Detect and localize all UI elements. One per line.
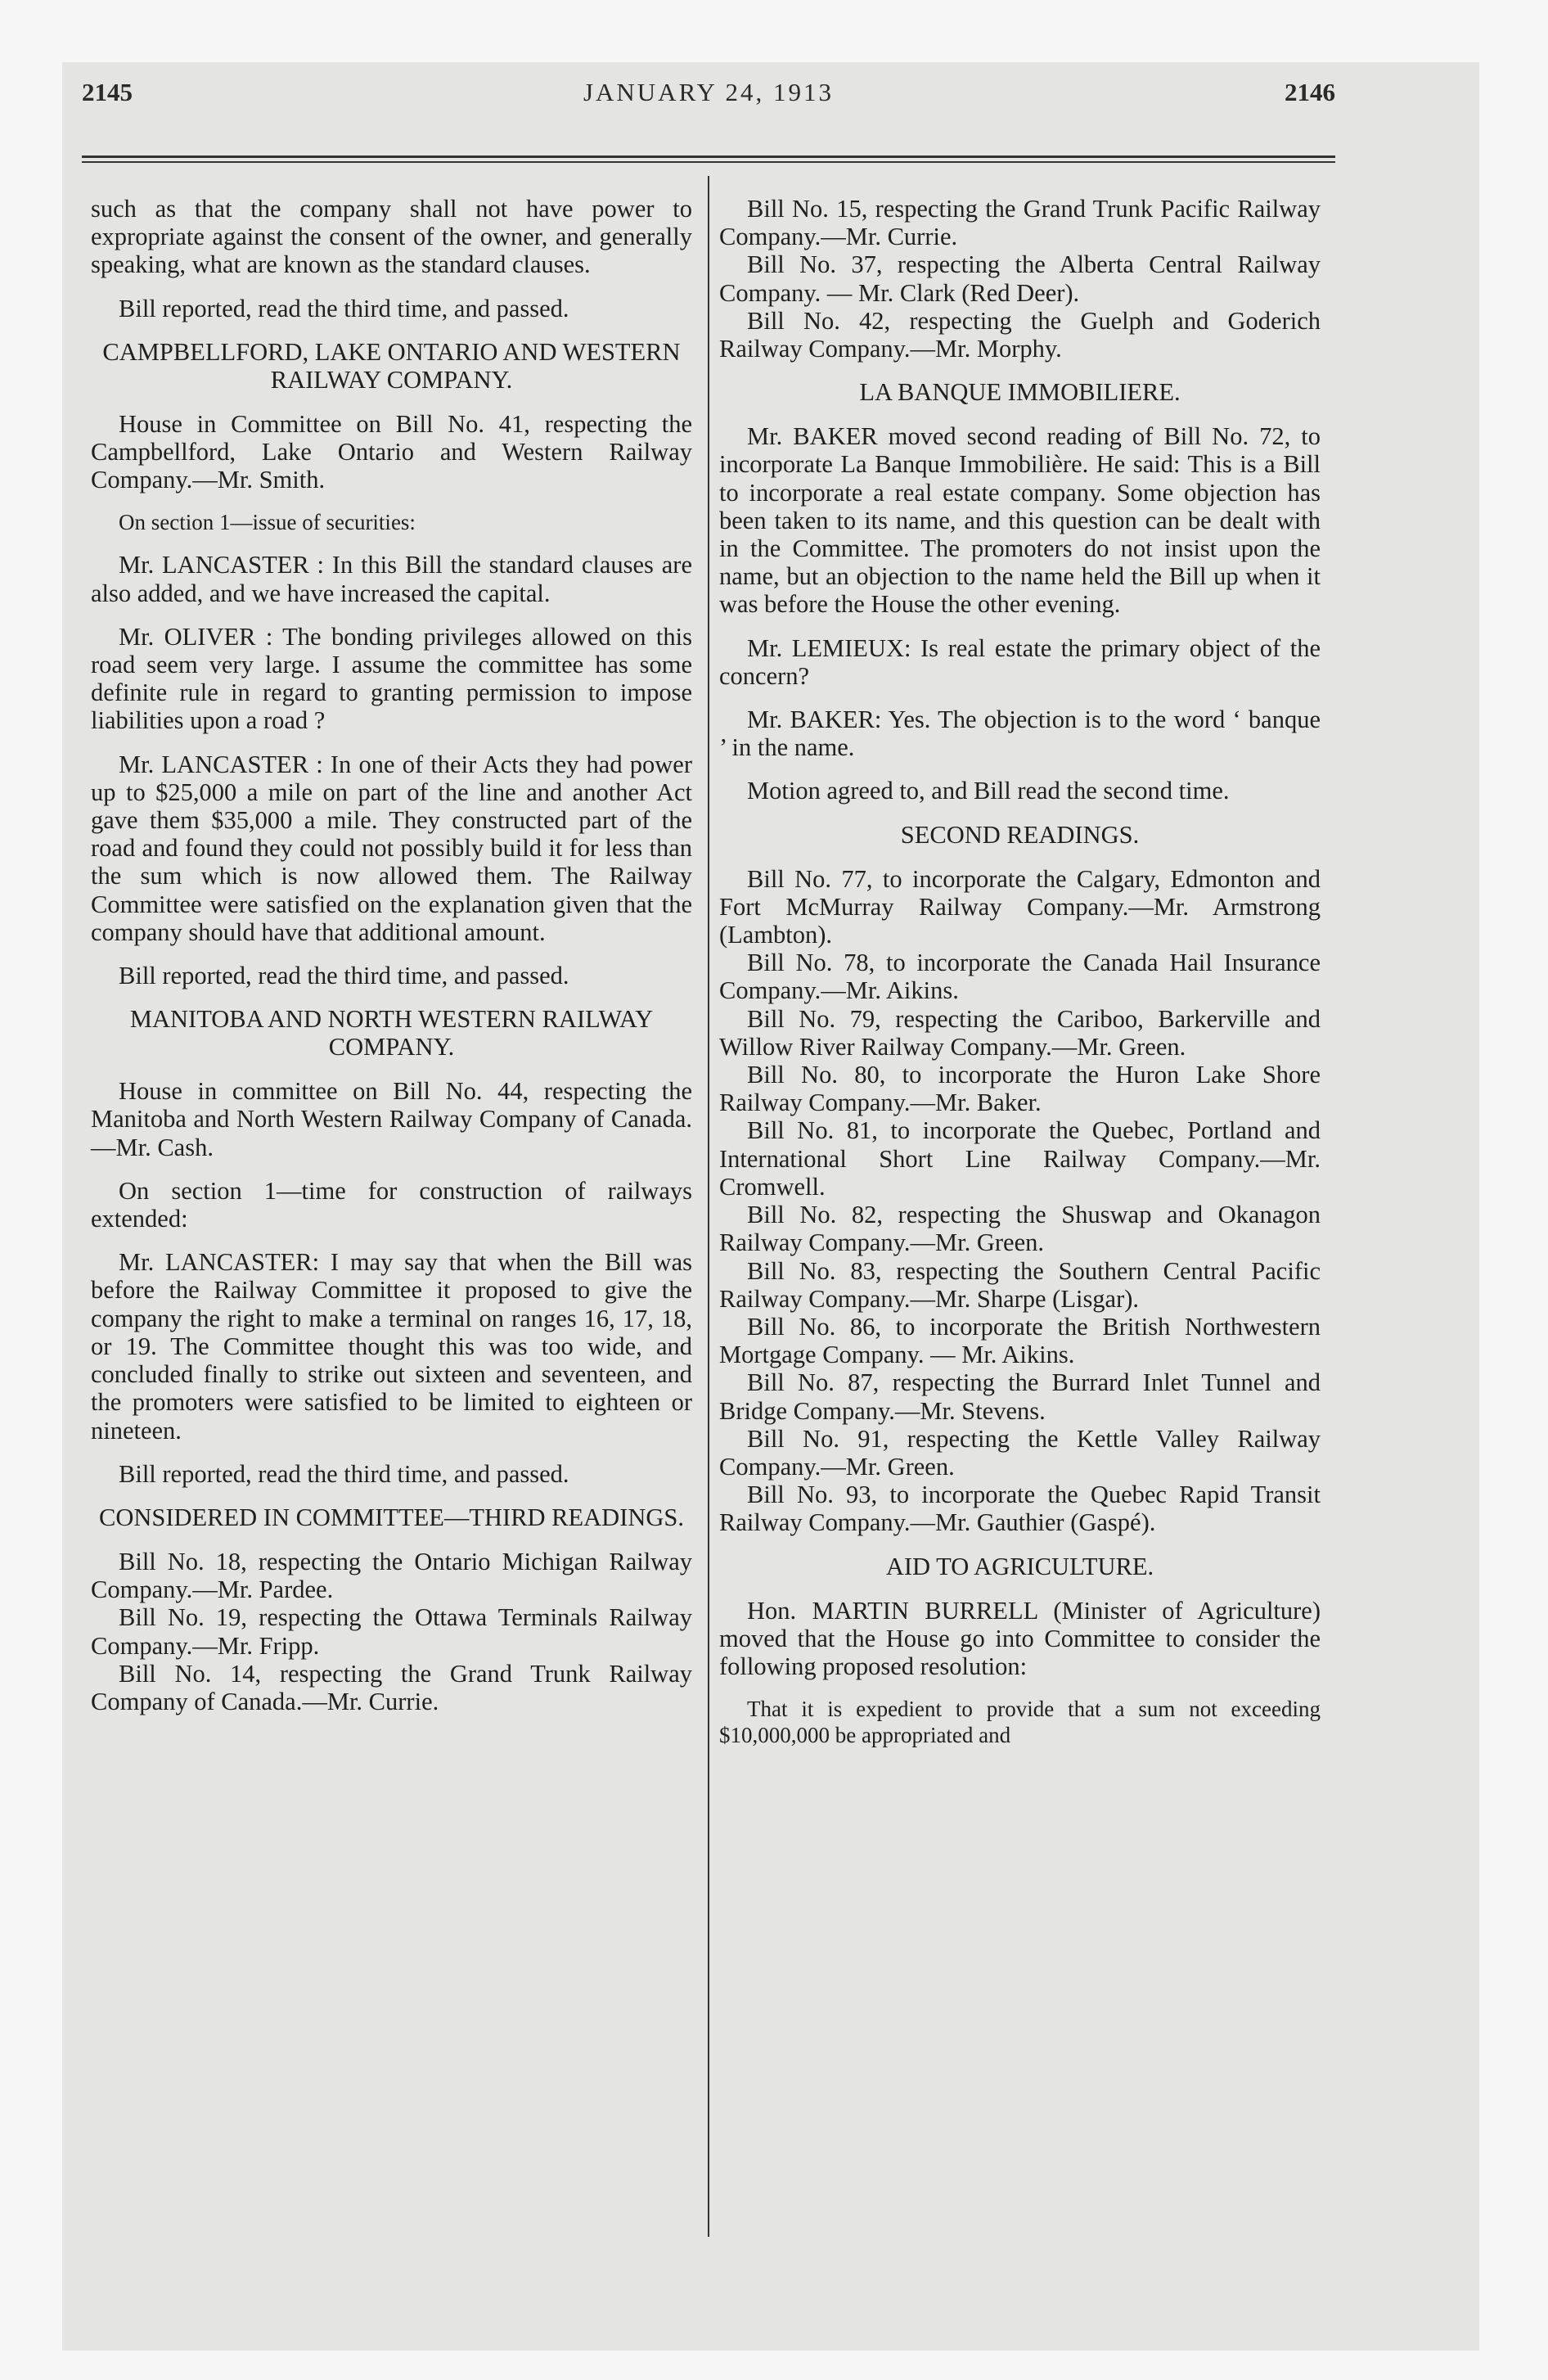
paragraph: Bill reported, read the third time, and passed. xyxy=(119,1459,569,1488)
paragraph: Bill No. 15, respecting the Grand Trunk Pacific Railway Company.—Mr. Currie. xyxy=(719,195,1321,251)
paragraph: Bill No. 82, respecting the Shuswap and Okanagon Railway Company.—Mr. Green. xyxy=(719,1201,1321,1257)
paragraph: Hon. MARTIN BURRELL (Minister of Agriculture) moved that the House go into Committee to consider the following proposed resolution: xyxy=(719,1596,1321,1680)
paragraph: Motion agreed to, and Bill read the second time. xyxy=(747,777,1230,805)
paragraph: Bill No. 93, to incorporate the Quebec Rapid Transit Railway Company.—Mr. Gauthier (Gaspé). xyxy=(719,1481,1321,1537)
date-title: JANUARY 24, 1913 xyxy=(583,78,835,106)
paragraph: Bill No. 87, respecting the Burrard Inlet Tunnel and Bridge Company.—Mr. Stevens. xyxy=(719,1368,1321,1425)
paragraph: Bill No. 91, respecting the Kettle Valley Railway Company.—Mr. Green. xyxy=(719,1424,1321,1481)
section-heading: MANITOBA AND NORTH WESTERN RAILWAY COMPANY. xyxy=(129,1005,654,1062)
paragraph: such as that the company shall not have power to expropriate against the consent of the owner, and generally speaking, what are known as the standard clauses. xyxy=(91,195,692,279)
paragraph: Bill reported, read the third time, and passed. xyxy=(119,962,569,990)
section-heading: LA BANQUE IMMOBILIERE. xyxy=(859,378,1181,407)
paragraph: House in Committee on Bill No. 41, respecting the Campbellford, Lake Ontario and Western Railway Company.—Mr. Smith. xyxy=(91,409,692,494)
paragraph: Mr. LEMIEUX: Is real estate the primary object of the concern? xyxy=(719,633,1321,690)
paragraph: Bill No. 14, respecting the Grand Trunk Railway Company of Canada.—Mr. Currie. xyxy=(91,1659,692,1715)
right-column xyxy=(719,195,1321,1764)
paragraph: Mr. OLIVER : The bonding privileges allowed on this road seem very large. I assume the committee has some definite rule in regard to granting permission to impose liabilities upon a road ? xyxy=(91,622,692,735)
paragraph: Bill No. 77, to incorporate the Calgary, Edmonton and Fort McMurray Railway Company.—Mr. Armstrong (Lambton). xyxy=(719,864,1321,949)
left-column xyxy=(91,195,692,1715)
paragraph: House in committee on Bill No. 44, respecting the Manitoba and North Western Railway Company of Canada.—Mr. Cash. xyxy=(91,1077,692,1161)
page-header xyxy=(82,78,1335,127)
header-rule-double xyxy=(82,161,1335,163)
column-divider xyxy=(708,176,709,2237)
paragraph: Bill No. 42, respecting the Guelph and Goderich Railway Company.—Mr. Morphy. xyxy=(719,306,1321,363)
paragraph: That it is expedient to provide that a sum not exceeding $10,000,000 be appropriated and xyxy=(719,1697,1321,1748)
paragraph: Bill No. 86, to incorporate the British Northwestern Mortgage Company. — Mr. Aikins. xyxy=(719,1312,1321,1369)
paragraph: On section 1—time for construction of railways extended: xyxy=(91,1176,692,1233)
paragraph: Bill No. 18, respecting the Ontario Michigan Railway Company.—Mr. Pardee. xyxy=(91,1547,692,1604)
paragraph: Mr. BAKER: Yes. The objection is to the word ‘ banque ’ in the name. xyxy=(719,705,1321,762)
section-heading: CAMPBELLFORD, LAKE ONTARIO AND WESTERN RAILWAY COMPANY. xyxy=(102,337,681,394)
paragraph: Bill No. 37, respecting the Alberta Central Railway Company. — Mr. Clark (Red Deer). xyxy=(719,250,1321,307)
paragraph: Bill No. 81, to incorporate the Quebec, Portland and International Short Line Railway Company.—Mr. Cromwell. xyxy=(719,1116,1321,1201)
paragraph: On section 1—issue of securities: xyxy=(119,510,416,535)
section-heading: AID TO AGRICULTURE. xyxy=(885,1552,1154,1580)
paragraph: Mr. BAKER moved second reading of Bill No. 72, to incorporate La Banque Immobilière. He said: This is a Bill to incorporate a real estate company. Some objection has been taken to its name, and this question can be dealt with in the Committee. The promoters do not insist upon the name, but an objection to the name held the Bill up when it was before the House the other evening. xyxy=(719,422,1321,619)
paragraph: Mr. LANCASTER : In one of their Acts they had power up to $25,000 a mile on part of the line and another Act gave them $35,000 a mile. They constructed part of the road and found they could not possibly build it for less than the sum which is now allowed them. The Railway Committee were satisfied on the explanation given that the company should have that additional amount. xyxy=(91,750,692,946)
paragraph: Bill No. 83, respecting the Southern Central Pacific Railway Company.—Mr. Sharpe (Lisgar). xyxy=(719,1256,1321,1313)
paragraph: Mr. LANCASTER: I may say that when the Bill was before the Railway Committee it proposed to give the company the right to make a terminal on ranges 16, 17, 18, or 19. The Committee thought this was too wide, and concluded finally to strike out sixteen and seventeen, and the promoters were satisfied to be limited to eighteen or nineteen. xyxy=(91,1248,692,1445)
paragraph: Bill No. 19, respecting the Ottawa Terminals Railway Company.—Mr. Fripp. xyxy=(91,1603,692,1660)
section-heading: CONSIDERED IN COMMITTEE—THIRD READINGS. xyxy=(98,1503,685,1531)
paragraph: Bill No. 79, respecting the Cariboo, Barkerville and Willow River Railway Company.—Mr. Green. xyxy=(719,1004,1321,1061)
paragraph: Mr. LANCASTER : In this Bill the standard clauses are also added, and we have increased the capital. xyxy=(91,551,692,607)
paragraph: Bill No. 78, to incorporate the Canada Hail Insurance Company.—Mr. Aikins. xyxy=(719,949,1321,1005)
paragraph: Bill reported, read the third time, and passed. xyxy=(119,294,569,322)
section-heading: SECOND READINGS. xyxy=(900,820,1140,849)
paragraph: Bill No. 80, to incorporate the Huron Lake Shore Railway Company.—Mr. Baker. xyxy=(719,1061,1321,1117)
right-page-number: 2146 xyxy=(1285,78,1335,106)
left-page-number: 2145 xyxy=(82,78,133,106)
header-rule xyxy=(82,156,1335,158)
